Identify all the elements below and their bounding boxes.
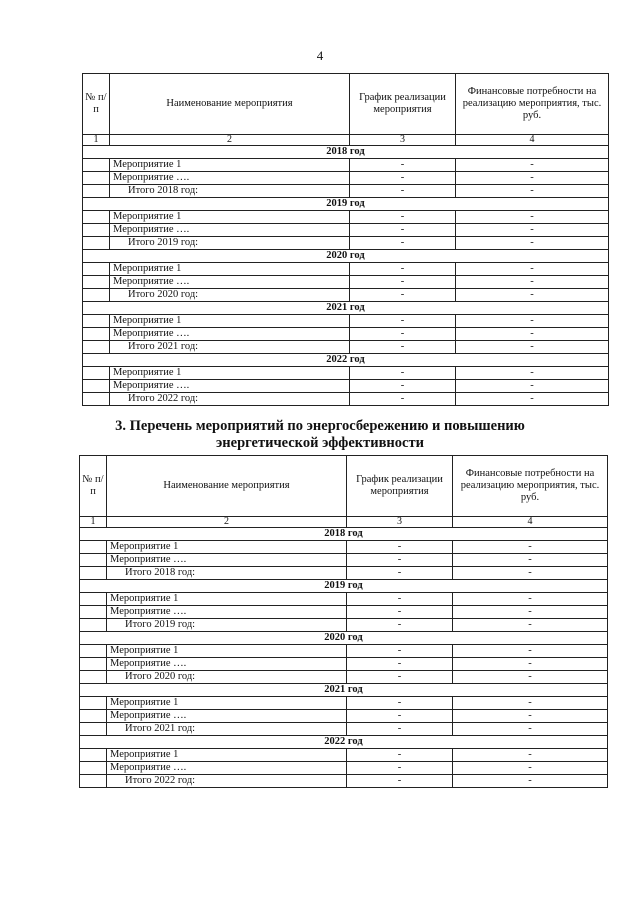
event-name-cell: Мероприятие …. (110, 172, 350, 185)
total-label-cell: Итого 2019 год: (107, 619, 347, 632)
table-row (80, 554, 608, 567)
financing-cell: - (456, 237, 609, 250)
table-row (80, 541, 608, 554)
financing-cell: - (453, 606, 608, 619)
event-name-cell: Мероприятие …. (107, 606, 347, 619)
column-number-2: 2 (110, 135, 350, 146)
schedule-cell: - (347, 619, 453, 632)
year-header: 2022 год (80, 736, 608, 749)
financing-cell: - (453, 593, 608, 606)
row-number-cell (83, 393, 110, 406)
table-row (80, 710, 608, 723)
total-label-cell: Итого 2020 год: (110, 289, 350, 302)
financing-cell: - (456, 367, 609, 380)
financing-cell: - (456, 289, 609, 302)
year-header: 2021 год (83, 302, 609, 315)
financing-cell: - (453, 710, 608, 723)
year-header: 2019 год (80, 580, 608, 593)
financing-cell: - (453, 671, 608, 684)
table-row (83, 237, 609, 250)
table-row (83, 172, 609, 185)
table-row (80, 749, 608, 762)
row-number-cell (80, 541, 107, 554)
financing-cell: - (453, 762, 608, 775)
row-number-cell (80, 658, 107, 671)
column-number-4: 4 (453, 517, 608, 528)
row-number-cell (83, 289, 110, 302)
schedule-cell: - (347, 723, 453, 736)
row-number-cell (83, 237, 110, 250)
event-name-cell: Мероприятие …. (110, 328, 350, 341)
event-name-cell: Мероприятие …. (107, 710, 347, 723)
table-row (83, 341, 609, 354)
event-name-cell: Мероприятие 1 (110, 367, 350, 380)
row-number-cell (80, 645, 107, 658)
financing-cell: - (456, 263, 609, 276)
row-number-cell (80, 671, 107, 684)
table-row (83, 159, 609, 172)
table-row (80, 606, 608, 619)
schedule-cell: - (350, 393, 456, 406)
event-name-cell: Мероприятие 1 (107, 593, 347, 606)
schedule-cell: - (347, 658, 453, 671)
financing-cell: - (456, 341, 609, 354)
header-number: № п/п (83, 74, 110, 135)
row-number-cell (83, 367, 110, 380)
row-number-cell (83, 224, 110, 237)
table-row (83, 211, 609, 224)
total-label-cell: Итого 2018 год: (107, 567, 347, 580)
schedule-cell: - (350, 224, 456, 237)
schedule-cell: - (350, 341, 456, 354)
events-table-2 (79, 455, 608, 788)
event-name-cell: Мероприятие …. (107, 658, 347, 671)
row-number-cell (83, 276, 110, 289)
row-number-cell (83, 380, 110, 393)
table-body (80, 528, 608, 788)
table-row (80, 723, 608, 736)
financing-cell: - (456, 276, 609, 289)
event-name-cell: Мероприятие 1 (107, 541, 347, 554)
table-row (80, 567, 608, 580)
year-header: 2020 год (80, 632, 608, 645)
table-row (80, 645, 608, 658)
column-number-4: 4 (456, 135, 609, 146)
table-row (83, 393, 609, 406)
table-row (83, 328, 609, 341)
financing-cell: - (456, 315, 609, 328)
event-name-cell: Мероприятие 1 (107, 749, 347, 762)
event-name-cell: Мероприятие 1 (110, 159, 350, 172)
year-header: 2019 год (83, 198, 609, 211)
event-name-cell: Мероприятие 1 (110, 211, 350, 224)
schedule-cell: - (350, 159, 456, 172)
total-label-cell: Итого 2020 год: (107, 671, 347, 684)
financing-cell: - (453, 541, 608, 554)
row-number-cell (80, 749, 107, 762)
row-number-cell (83, 328, 110, 341)
column-number-2: 2 (107, 517, 347, 528)
financing-cell: - (453, 658, 608, 671)
schedule-cell: - (350, 172, 456, 185)
header-number: № п/п (80, 456, 107, 517)
header-event-name: Наименование мероприятия (107, 456, 347, 517)
event-name-cell: Мероприятие …. (107, 762, 347, 775)
financing-cell: - (453, 567, 608, 580)
row-number-cell (80, 567, 107, 580)
row-number-cell (80, 723, 107, 736)
table-row (80, 762, 608, 775)
table-row (83, 276, 609, 289)
table-row (83, 185, 609, 198)
year-header: 2021 год (80, 684, 608, 697)
event-name-cell: Мероприятие 1 (107, 697, 347, 710)
row-number-cell (83, 172, 110, 185)
schedule-cell: - (347, 567, 453, 580)
header-schedule: График реализации мероприятия (347, 456, 453, 517)
year-header: 2020 год (83, 250, 609, 263)
schedule-cell: - (347, 749, 453, 762)
row-number-cell (83, 211, 110, 224)
row-number-cell (80, 619, 107, 632)
event-name-cell: Мероприятие …. (110, 276, 350, 289)
schedule-cell: - (347, 671, 453, 684)
event-name-cell: Мероприятие …. (110, 380, 350, 393)
table-row (80, 697, 608, 710)
financing-cell: - (456, 211, 609, 224)
financing-cell: - (453, 619, 608, 632)
events-table-1 (82, 73, 609, 406)
table-row (80, 658, 608, 671)
schedule-cell: - (347, 606, 453, 619)
row-number-cell (83, 315, 110, 328)
year-header: 2018 год (83, 146, 609, 159)
total-label-cell: Итого 2022 год: (110, 393, 350, 406)
financing-cell: - (453, 775, 608, 788)
financing-cell: - (456, 393, 609, 406)
total-label-cell: Итого 2018 год: (110, 185, 350, 198)
table-row (83, 315, 609, 328)
schedule-cell: - (350, 315, 456, 328)
schedule-cell: - (347, 762, 453, 775)
schedule-cell: - (350, 328, 456, 341)
table-row (83, 289, 609, 302)
financing-cell: - (453, 723, 608, 736)
schedule-cell: - (350, 263, 456, 276)
schedule-cell: - (350, 367, 456, 380)
section-heading-line-2: энергетической эффективности (216, 435, 424, 451)
year-header: 2018 год (80, 528, 608, 541)
schedule-cell: - (350, 211, 456, 224)
total-label-cell: Итого 2019 год: (110, 237, 350, 250)
schedule-cell: - (347, 593, 453, 606)
row-number-cell (80, 775, 107, 788)
event-name-cell: Мероприятие 1 (110, 315, 350, 328)
row-number-cell (80, 710, 107, 723)
header-financing: Финансовые потребности на реализацию мероприятия, тыс. руб. (453, 456, 608, 517)
column-number-1: 1 (83, 135, 110, 146)
financing-cell: - (453, 645, 608, 658)
header-schedule: График реализации мероприятия (350, 74, 456, 135)
table-row (80, 775, 608, 788)
financing-cell: - (456, 159, 609, 172)
row-number-cell (80, 762, 107, 775)
table-row (80, 671, 608, 684)
total-label-cell: Итого 2022 год: (107, 775, 347, 788)
schedule-cell: - (347, 710, 453, 723)
row-number-cell (80, 554, 107, 567)
section-heading-line-1: 3. Перечень мероприятий по энергосбережению и повышению (115, 418, 525, 434)
column-number-3: 3 (347, 517, 453, 528)
row-number-cell (80, 593, 107, 606)
financing-cell: - (453, 697, 608, 710)
row-number-cell (83, 341, 110, 354)
total-label-cell: Итого 2021 год: (110, 341, 350, 354)
header-event-name: Наименование мероприятия (110, 74, 350, 135)
total-label-cell: Итого 2021 год: (107, 723, 347, 736)
schedule-cell: - (350, 276, 456, 289)
header-financing: Финансовые потребности на реализацию мероприятия, тыс. руб. (456, 74, 609, 135)
schedule-cell: - (350, 237, 456, 250)
table-body (83, 146, 609, 406)
schedule-cell: - (347, 554, 453, 567)
row-number-cell (83, 263, 110, 276)
column-number-1: 1 (80, 517, 107, 528)
row-number-cell (83, 159, 110, 172)
financing-cell: - (456, 185, 609, 198)
event-name-cell: Мероприятие …. (107, 554, 347, 567)
event-name-cell: Мероприятие …. (110, 224, 350, 237)
schedule-cell: - (347, 645, 453, 658)
year-header: 2022 год (83, 354, 609, 367)
financing-cell: - (453, 749, 608, 762)
financing-cell: - (456, 328, 609, 341)
table-row (80, 619, 608, 632)
page-number: 4 (316, 48, 324, 63)
schedule-cell: - (347, 775, 453, 788)
financing-cell: - (453, 554, 608, 567)
row-number-cell (80, 697, 107, 710)
schedule-cell: - (350, 289, 456, 302)
schedule-cell: - (347, 697, 453, 710)
schedule-cell: - (350, 380, 456, 393)
row-number-cell (83, 185, 110, 198)
table-row (83, 380, 609, 393)
schedule-cell: - (347, 541, 453, 554)
event-name-cell: Мероприятие 1 (107, 645, 347, 658)
table-row (83, 367, 609, 380)
table-row (83, 224, 609, 237)
schedule-cell: - (350, 185, 456, 198)
section-heading (0, 418, 640, 452)
event-name-cell: Мероприятие 1 (110, 263, 350, 276)
column-number-3: 3 (350, 135, 456, 146)
table-row (83, 263, 609, 276)
financing-cell: - (456, 224, 609, 237)
row-number-cell (80, 606, 107, 619)
financing-cell: - (456, 380, 609, 393)
table-row (80, 593, 608, 606)
financing-cell: - (456, 172, 609, 185)
